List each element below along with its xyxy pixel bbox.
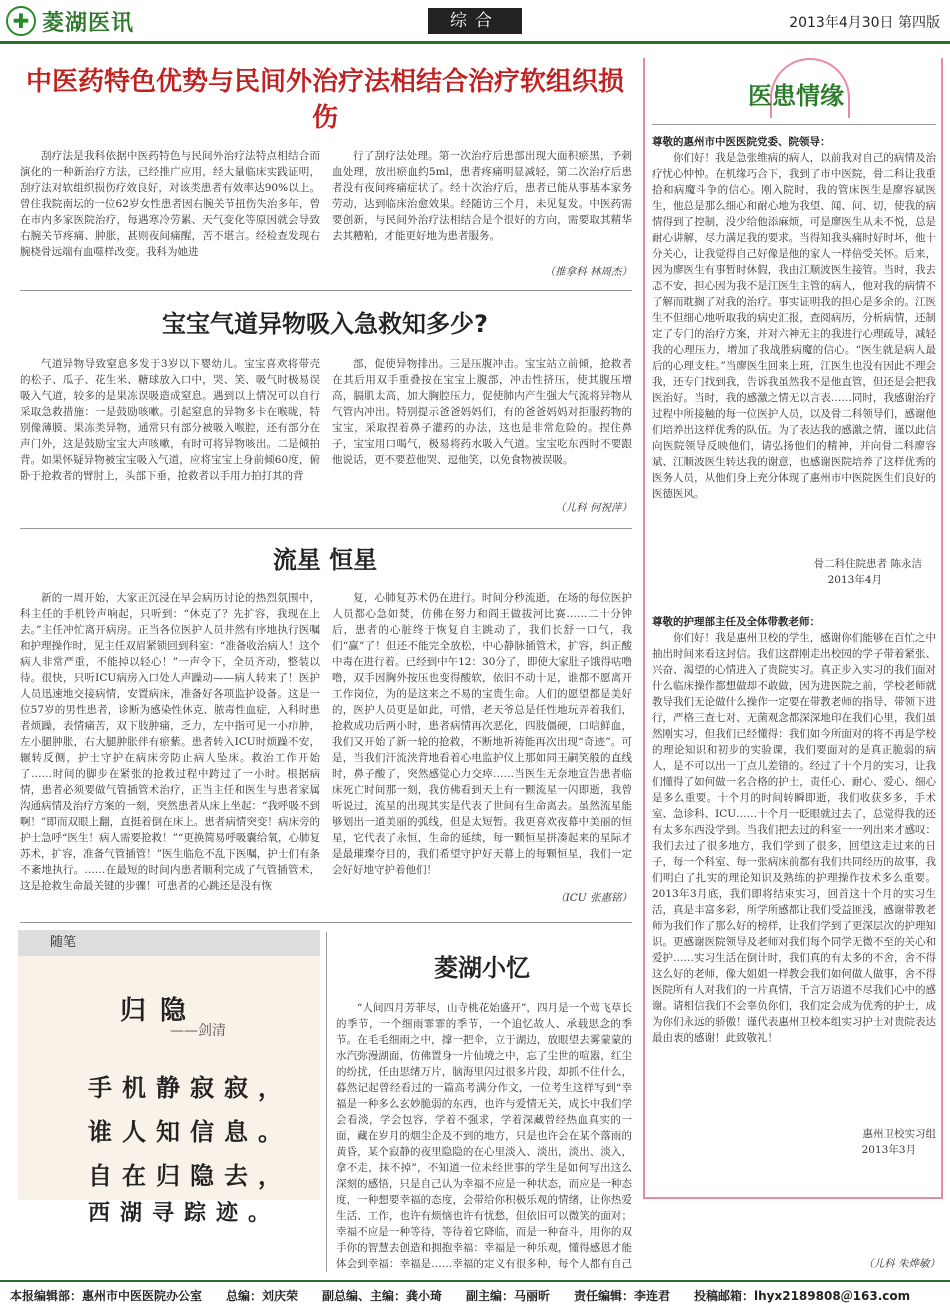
article-body: “人间四月芳菲尽，山寺桃花始盛开”，四月是一个莺飞草长的季节，一个细雨霏霏的季节，一个追忆故人、承载思念的季节。在毛毛细雨之中，撑一把伞，立于湖边，放眼望去雾蒙蒙的水汽弥漫湖面，仿佛置身一片仙境之中，忘了尘世的喧嚣，红尘的纷扰，任由思绪万片，脑海里闪过很多片段，却抓不住什么，暮然记起曾经看过的一篇高考满分作文，一位考生这样写到“幸福是一种多么玄妙脆弱的东西，也许与爱情无关，成长中我们学会看淡，学会包容，学着不强求，学着深藏曾经热血真实的一面，藏在岁月的烟尘企及不到的地方，只是也许会在某个落雨的黄昏，某个寂静的夜里隐隐的在心里淡入、淡出，淡出、淡入，拿不走，抹不掉”，不知道一位未经世事的学生是如何写出这么深刻的感悟，只是自己认为幸福不应是一种状态，而应是一种态度，一种想要幸福的态度，会带给你积极乐观的情绪，让你热爱生活、工作，也许有烦恼也许有忧愁，但依旧可以微笑的面对；幸福不应是一种等待，等待着它降临，而是一种奋斗，用你的双手你的智慧去创造和拥抱幸福：幸福是一种乐观，懂得感恩才能体会到幸福：幸福是……幸福的定义有很多种，每个人都有自己: [336, 1002, 632, 1270]
letter-date: 2013年4月: [827, 574, 882, 586]
article-body: 复，心肺复苏术仍在进行。时间分秒流逝，在场的每位医护人员都心急如焚，仿佛在努力和阎王做拔河比赛……二十分钟后，患者的心脏终于恢复自主跳动了，我们长舒一口气，我们“赢”了！但还不能完全放松，中心静脉插管术，扩容，纠正酸中毒在进行着。已经到中午12：30分了，即使大家肚子饿得咕噜噜，双手因胸外按压也变得酸软，依旧不动十足，谁都不愿离开工作岗位，为的是这来之不易的宝贵生命。人们的愿望都是美好的，医护人员更是如此，可惜，老天爷总是任性地玩弄着我们，抢救成功后两小时，患者病情再次恶化，四肢僵硬，口唁鲜血，我们又开始了新一轮的抢救，不断地祈祷能再次出现“奇迹”。可是，当我们汗流浃背地看着心电监护仪上那如同王嗣笑般的直线时，鼻子酸了，突然感觉心力交瘁……当医生无奈地宣告患者临床死亡时间那一刻，我仿佛看到天上有一颗流星一闪即逝，我曾听说过，流星的出现其实是代表了世间有生命离去。虽然流星能够划出一道美丽的弧线，但是太短暂。我更喜欢夜幕中美丽的恒星，它代表了永恒，生命的延续，每一颗恒星拼凑起来的星际才是最璀璨夺目的，我们希望守护好天幕上的每颗恒星，我们一定会好好地守护着他们！: [332, 592, 632, 876]
masthead: [0, 0, 950, 44]
poem-line: 西湖寻踪迹。: [88, 1200, 281, 1226]
article-byline: （儿科 朱烨敏）: [863, 1258, 940, 1270]
article-title: 中医药特色优势与民间外治疗法相结合治疗软组织损伤: [25, 67, 624, 133]
section-label: 综合: [428, 8, 522, 34]
letter-date: 2013年3月: [861, 1144, 916, 1156]
article-body: 行了刮疗法处理。第一次治疗后患部出现大面积瘀黑，予刺血处理，放出瘀血约5ml，患者疼痛明显减轻，第二次治疗后患者没有夜间疼痛症状了。经十次治疗后，患者已能从事基本家务劳动，达到临床治愈效果。经随访三个月，未见复发。中医药需要创新，与民间外治疗法相结合是个很好的方向，需要取其精华去其糟粕，才能更好地为患者服务。: [332, 150, 632, 242]
divider: [652, 124, 936, 125]
poem-author: ——剑清: [170, 1023, 226, 1039]
article-body: 新的一周开始，大家正沉浸在早会病历讨论的热烈氛围中，科主任的手机铃声响起，只听到：“休克了？先扩容，我现在上去。”主任冲忙离开病房。正当各位医护人员井然有序地执行医嘱和护理操作时，见主任双眉紧锁回到科室：“准备收治病人！这个病人非常严重，不能掉以轻心！”一声令下，全员齐动，整装以待。很快，只听ICU病房入口处人声躁动——病人转来了！医护人员迅速地交接病情，安置病床，准备好各项监护设备。这是一位57岁的男性患者，诊断为感染性休克、脓毒性血症，入科时患者烦躁，表情痛苦，双下肢肿痛，乏力，左中指可见一小疖肿，左小腿肿胀，右大腿肿胀伴有瘀紫。患者转入ICU时烦躁不安，辗转反侧，护士守护在病床旁防止病人坠床。救治工作开始了……时间的脚步在紧张的抢救过程中跨过了一小时。根据病情，患者必须要做气管插管术治疗，正当主任和医生与患者家属沟通病情及治疗方案的一刻，突然患者从床上坐起：“我呼吸不到啊！”即而双眼上翻，直挺着倒在床上。患者病情突变！病床旁的护士急呼“医生！病人需要抢救！”“更换简易呼吸囊给氧，心肺复苏术，扩容，准备气管插管！”医生临危不乱下医嘱，护士们有条不紊地执行。……在最短的时间内患者顺利完成了气管插管术，这是抢救生命最关键的步骤！可患者的心跳还是没有恢: [20, 592, 320, 892]
issue-date: 2013年4月30日 第四版: [789, 15, 940, 31]
poem-line: 自在归隐去，: [88, 1161, 292, 1190]
letter-signature: 骨二科住院患者 陈永洁: [813, 558, 922, 570]
divider: [20, 922, 632, 923]
letter-body: 你们好！我是急张维病的病人，以前我对自己的病情及治疗忧心忡忡。在机缘巧合下，我到了市中医院，骨二科让我重拾和病魔斗争的信心。刚入院时，我的管床医生是廖容斌医生，他总是那么细心和耐心地为我望、闻、问、切，使我的病情得到了控制，没少给他添麻烦，可是廖医生从未不悦，总是耐心讲解，尽力满足我的要求。当得知我头痛时好时坏，他十分关心，让我觉得自己好像是他的家人一样倍受关怀。后来，因为廖医生有事暂时休假，我由江顺波医生接管。当时，我去忑不安，担心因为我不是江医生主管的病人，他对我的病情不了解而耽搁了对我的治疗。事实证明我的担心是多余的。江医生不但细心地听取我的病史汇报，查阅病历，分析病情，还制定了专门的治疗方案，并对六神无主的我进行心理疏导，减轻我的心理压力，增加了我战胜病魔的信心。“医生就是病人最后的心理支柱。”当廖医生回来上班，江医生也没有因此不理会我，还专门找到我，告诉我虽然我不是他直管，但还是会把我医治好。当时，我的感激之情无以言表……同时，我感谢治疗过程中所接触的每一位医护人员，以及骨二科领导们，感谢他们培养出这样优秀的队伍。为了表达我的感激之情，谨以此信向医院领导反映他们，请弘扬他们的精神，并向骨二科廖容斌、江顺波医生转达我的谢意，也感谢医院培养了这样优秀的医务人员，从他们身上充分体现了惠州市中医院医生们良好的医德医风。: [652, 152, 936, 500]
article-body: 刮疗法是我科依据中医药特色与民间外治疗法特点相结合而演化的一种新治疗方法，已经推广应用，经大量临床实践证明，刮疗法对软组织损伤疗效良好，对该类患者有效率达90%以上。曾住我院南坛的一位62岁女性患者因右腕关节扭伤失治多年，曾在市内多家医院治疗，每遇寒冷劳累、天气变化等原因就会导致右腕关节疼痛、肿胀，甚则夜间痛醒，苦不堪言。经检查发现右腕桡骨远端有血噬样改变。我科为她进: [20, 150, 320, 258]
divider: [20, 528, 632, 529]
article-byline: （ICU 张惠铭）: [555, 892, 632, 904]
essay-label: 随笔: [18, 930, 320, 956]
editorial-footer: 本报编辑部：惠州市中医医院办公室 总编：刘庆荣 副总编、主编：龚小琦 副主编：马丽昕 责任编辑：李连君 投稿邮箱：lhyx2189808＠163.com: [0, 1280, 950, 1311]
poem-line: 谁人知信息。: [88, 1117, 292, 1146]
article-byline: （儿科 何祝萍）: [555, 502, 632, 514]
letter-greeting: 尊敬的护理部主任及全体带教老师：: [652, 616, 820, 628]
letter-signature: 惠州卫校实习组: [862, 1128, 936, 1140]
poem-line: 手机静寂寂，: [88, 1073, 292, 1102]
divider: [20, 290, 632, 291]
article-title: 宝宝气道异物吸入急救知多少?: [162, 310, 488, 338]
article-body: 部，促使异物排出。三是压腹冲击。宝宝站立前倾，抢救者在其后用双手重叠按在宝宝上腹部，冲击性挤压，使其腹压增高，膈肌太高，加大胸腔压力，促使肺内产生强大气流将异物从气管内冲出。特别提示爸爸妈妈们，有的爸爸妈妈对拒服药物的宝宝，采取捏着鼻子灌药的办法，这也是非常危险的。捏住鼻子，宝宝用口喝气，极易将药水吸入气道。宝宝吃东西时不要跟他说话，更不要惹他哭、逗他笑，以免食物被误吸。: [332, 358, 632, 466]
sidebar-title: 医患情缘: [748, 82, 844, 110]
hospital-logo-icon: ✚: [6, 6, 36, 36]
letter-greeting: 尊敬的惠州市中医医院党委、院领导：: [652, 136, 831, 148]
letter-body: 你们好！我是惠州卫校的学生，感谢你们能够在百忙之中抽出时间来看这封信。我们这群刚走出校园的学子带着紧张、兴奋、渴望的心情进入了贵院实习。真正步入实习的我们面对什么临床操作都想做却不敢做，因为进医院之前，学校老师就教导我们无论做什么操作一定要在带教老师的指导、带领下进行，严格三查七对、无菌观念都深深地印在我们心里，我们虽然刚实习，但我们已经懂得：我们如今所面对的将不再是学校的理论知识和初步的实验课，我们要面对的是真正脆弱的病人，是不可以出一丁点儿差错的。经过了十个月的实习，让我们懂得了如何做一名合格的护士，责任心、耐心、爱心、细心是多么重要。十个月的时间转瞬即逝，我们收获多多，手术室、急诊科、ICU……十个月一眨眼就过去了，总觉得我的还有太多东西没学到。当我们把去过的科室一一列出来才感叹：我们去过了很多地方，我们学到了很多，回望这走过来的日子，每一个科室、每一张病床前都有我们共同经历的故事，我们明白了扎实的理论知识及熟练的护理操作技术多么重要。2013年3月底，我们即将结束实习，回首这十个月的实习生活，真是丰富多彩，所学所感都让我们受益匪浅，感谢带教老师为我们作了那么好的榜样，让我们学到了更深层次的护理知识。更感谢医院领导及老师对我们每个同学无微不至的关心和爱护……实习生活在倒计时，我们真的有太多的不舍，舍不得这么好的老师，像大姐姐一样教会我们如何做人做事，舍不得医院所有人对我们的一片真情，千言万语道不尽我们心中的感谢。请相信我们不会辜负你们，我们定会成为优秀的护士，成为你们永远的骄傲！谨代表惠州卫校本组实习护士对贵院表达最由衷的感谢！此致敬礼！: [652, 632, 936, 1044]
poem-title: 归隐: [120, 996, 201, 1026]
article-byline: （推拿科 林周杰）: [544, 266, 632, 278]
article-title: 菱湖小忆: [434, 954, 530, 982]
article-title: 流星 恒星: [272, 546, 378, 574]
article-body: 气道异物导致窒息多发于3岁以下婴幼儿。宝宝喜欢将带壳的松子、瓜子、花生米、糖球放入口中，哭、笑、吸气时极易误吸入气道，较多的是果冻误吸造成窒息。遇到以上情况可以自行采取急救措施：一是鼓励咳嗽。引起窒息的异物多卡在喉咙，特别像薄膜、果冻类异物，通常只有部分被吸入喉腔，还有部分在声门外，这是鼓励宝宝大声咳嗽，有时可将异物咳出。二是倾拍背。如果怀疑异物被宝宝吸入气道，应将宝宝上身前倾60度，俯卧于抢救者的臂肘上，头部下垂，抢救者以手用力拍打其的背: [20, 358, 320, 482]
divider: [326, 932, 327, 1272]
newspaper-name: 菱湖医讯: [42, 11, 135, 36]
